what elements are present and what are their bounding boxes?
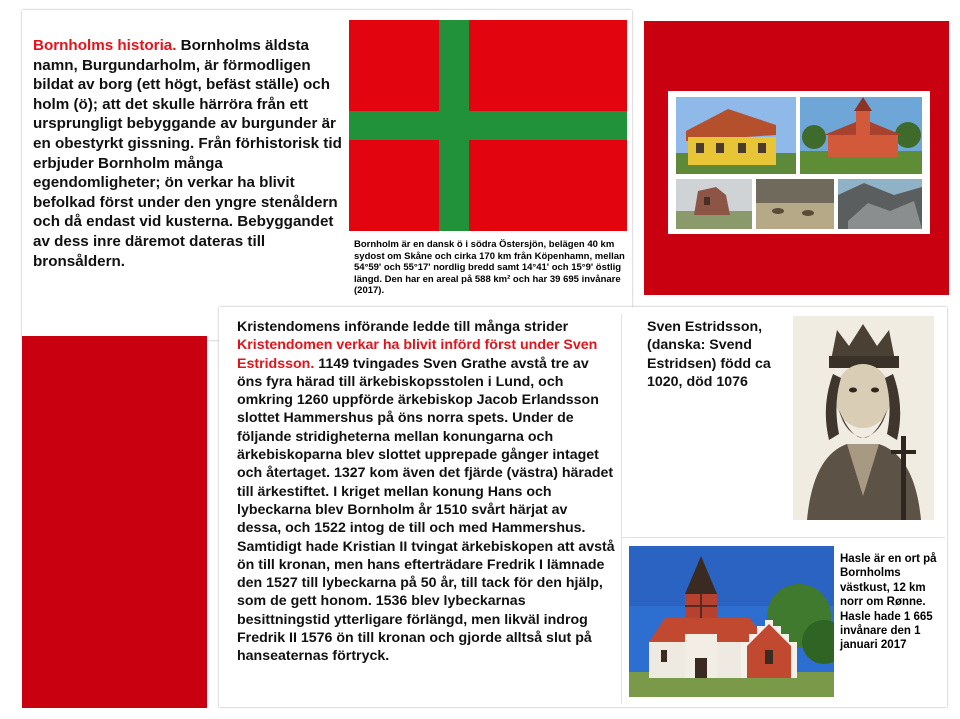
yellow-house-photo <box>676 97 796 174</box>
christianity-title: Kristendomens införande ledde till många strider <box>237 319 569 335</box>
christianity-highlight: Kristendomen verkar ha blivit införd först under Sven Estridsson. <box>237 337 598 372</box>
sven-estridsson-caption: Sven Estridsson, (danska: Svend Estridsen) född ca 1020, död 1076 <box>647 319 771 390</box>
history-text <box>33 36 351 271</box>
hasle-caption: Hasle är en ort på Bornholms västkust, 12 km norr om Rønne. Hasle hade 1 665 invånare den 1 januari 2017 <box>840 553 937 652</box>
history-body: Bornholms äldsta namn, Burgundarholm, är förmodligen bildat av borg (ett högt, befäst ställe) och holm (ö); att det skulle härröra från ett ursprungligt bebyggande av burgunder är en obestyrkt gissning. Från förhistorisk tid erbjuder Bornholm många egendomligheter; ön verkar ha blivit befolkad först under den yngre stenåldern och då endast vid kusterna. Bebyggandet av dess inre däremot dateras till bronsåldern. <box>33 37 342 270</box>
sven-estridsson-portrait <box>793 316 934 520</box>
bornholm-flag <box>349 20 627 231</box>
red-church-photo <box>800 97 922 174</box>
bornholm-photo-collage <box>668 91 930 234</box>
red-background-block-left <box>22 336 207 708</box>
hasle-church-photo <box>629 546 834 697</box>
castle-ruin-photo <box>676 179 752 229</box>
christianity-text <box>237 318 615 666</box>
christianity-body: 1149 tvingades Sven Grathe avstå tre av öns fyra härad till ärkebiskopsstolen i Lund, och omkring 1260 uppförde ärkebiskop Jacob Erlandsson slottet Hammershus på öns norra spets. Under de följande stridigheterna mellan konungarna och ärkebiskoparna blev slottet upprepade gånger intaget och återtaget. 1327 kom även det fjärde (västra) häradet till ärkestiftet. I kriget mellan konung Hans och lybeckarna blev Bornholm år 1510 svårt härjat av dessa, och 1522 intog de till och med Hammershus. Samtidigt hade Kristian II tvingat ärkebiskopen att avstå ön till kronan, men hans efterträdare Fredrik I lämnade den 1527 till lybeckarna på 50 år, till tack för den hjälp, som de gett honom. 1536 blev lybeckarnas besittningstid ytterligare förlängd, men likväl indrog Fredrik II 1576 ön till kronan och gjorde alltså slut på hanseaternas förtryck. <box>237 355 615 665</box>
horizontal-divider <box>621 537 945 538</box>
vertical-divider <box>621 314 622 704</box>
flag-cross-horizontal <box>349 111 627 140</box>
history-heading: Bornholms historia. <box>33 37 177 54</box>
flag-caption: Bornholm är en dansk ö i södra Östersjön, belägen 40 km sydost om Skåne och cirka 170 km från Köpenhamn, mellan 54°59' och 55°17' nordlig bredd samt 14°41' och 15°9' östlig längd. Den har en areal på 588 km² och har 39 695 invånare (2017). <box>354 239 625 297</box>
rocky-coast-photo <box>838 179 922 229</box>
forest-deer-photo <box>756 179 834 229</box>
